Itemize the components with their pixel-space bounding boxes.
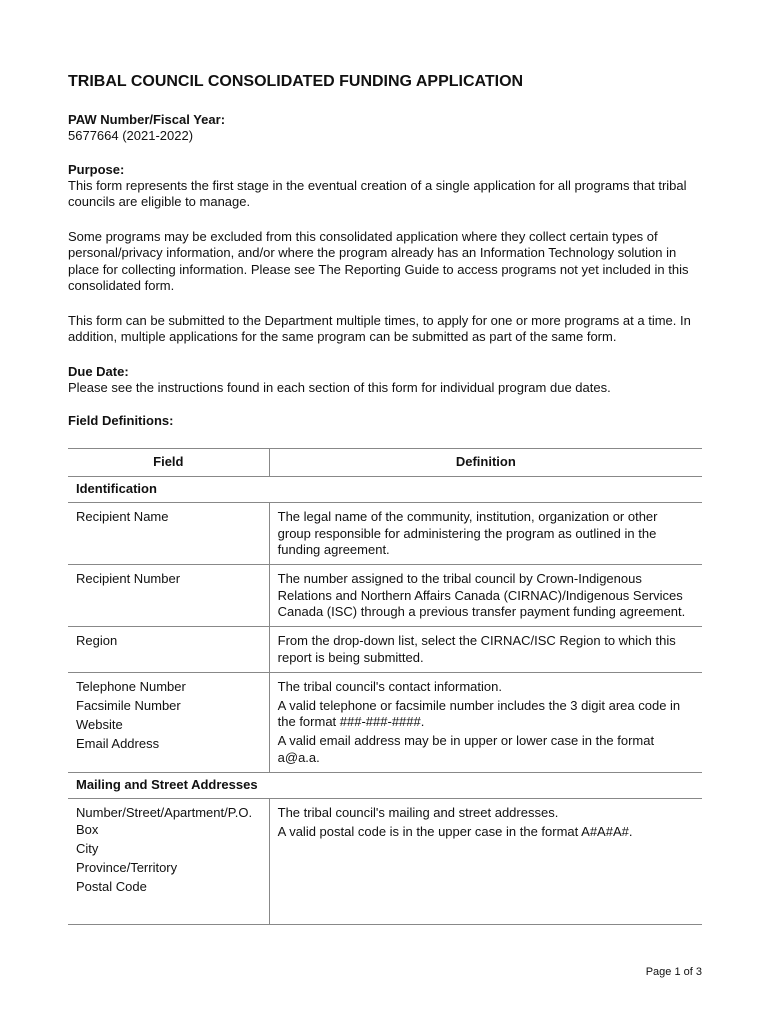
field-name: Website (76, 716, 123, 732)
definition-cell (269, 627, 702, 673)
purpose-paragraph-3: This form can be submitted to the Department multiple times, to apply for one or more programs at a time. In addition, multiple applications for the same program can be submitted as part of the same form. (68, 312, 691, 344)
field-name: City (76, 840, 99, 856)
group-row-identification (68, 476, 702, 503)
table-row (68, 672, 702, 772)
field-name: Postal Code (76, 878, 147, 894)
header-field: Field (68, 449, 269, 477)
definition-text: The tribal council's contact information. (277, 678, 502, 694)
field-name: Telephone Number (76, 678, 186, 694)
due-date-text: Please see the instructions found in each section of this form for individual program due dates. (68, 379, 611, 395)
table-header-row (68, 449, 702, 477)
field-name: Facsimile Number (76, 697, 181, 713)
field-definitions-label: Field Definitions: (68, 413, 174, 428)
purpose-paragraph-2: Some programs may be excluded from this consolidated application where they collect certain types of personal/privacy information, and/or where the program already has an Information Technology solution in place for collecting information. Please see The Reporting Guide to access programs not yet included in this consolidated form. (68, 228, 689, 293)
field-name: Province/Territory (76, 859, 178, 875)
definition-text: From the drop-down list, select the CIRNAC/ISC Region to which this report is being submitted. (277, 633, 676, 665)
field-cell (68, 672, 269, 772)
field-cell (68, 503, 269, 565)
field-cell (68, 799, 269, 925)
group-name: Identification (68, 476, 702, 503)
paw-label: PAW Number/Fiscal Year: (68, 112, 226, 127)
definition-text: The tribal council's mailing and street addresses. (277, 805, 559, 820)
definition-text: The number assigned to the tribal council by Crown-Indigenous Relations and Northern Affairs Canada (CIRNAC)/Indigenous Services Canada (ISC) through a previous transfer payment funding agreement. (277, 571, 686, 619)
field-cell (68, 627, 269, 673)
document-page (68, 72, 702, 925)
field-name: Recipient Name (76, 509, 169, 524)
purpose-label: Purpose: (68, 161, 125, 177)
definition-text: A valid postal code is in the upper case in the format A#A#A#. (277, 824, 633, 839)
field-name: Email Address (76, 735, 160, 751)
document-title: TRIBAL COUNCIL CONSOLIDATED FUNDING APPLICATION (68, 73, 524, 90)
field-name: Region (76, 633, 118, 648)
definition-cell (269, 503, 702, 565)
definition-text: A valid email address may be in upper or lower case in the format a@a.a. (277, 733, 655, 765)
table-row (68, 799, 702, 925)
table-row (68, 627, 702, 673)
field-definitions-section (68, 413, 702, 925)
due-date-section (68, 364, 702, 397)
purpose-section (68, 162, 702, 346)
header-definition: Definition (269, 449, 702, 477)
table-row (68, 503, 702, 565)
page-number: Page 1 of 3 (645, 966, 702, 978)
field-cell (68, 565, 269, 627)
field-definitions-table (68, 448, 702, 925)
group-row-mailing-addresses (68, 772, 702, 799)
definition-cell (269, 799, 702, 925)
due-date-label: Due Date: (68, 363, 129, 379)
definition-text: The legal name of the community, institution, organization or other group responsible for administering the program as outlined in the funding agreement. (277, 509, 658, 557)
definition-cell (269, 565, 702, 627)
paw-value: 5677664 (2021-2022) (68, 128, 194, 143)
field-name: Number/Street/Apartment/P.O. Box (76, 805, 253, 837)
field-name: Recipient Number (76, 571, 181, 586)
purpose-paragraph-1: This form represents the first stage in the eventual creation of a single application for all programs that tribal councils are eligible to manage. (68, 177, 687, 209)
group-name: Mailing and Street Addresses (68, 772, 269, 799)
paw-section (68, 112, 702, 145)
table-row (68, 565, 702, 627)
definition-cell (269, 672, 702, 772)
definition-text: A valid telephone or facsimile number includes the 3 digit area code in the format ###-###-####. (277, 697, 681, 729)
